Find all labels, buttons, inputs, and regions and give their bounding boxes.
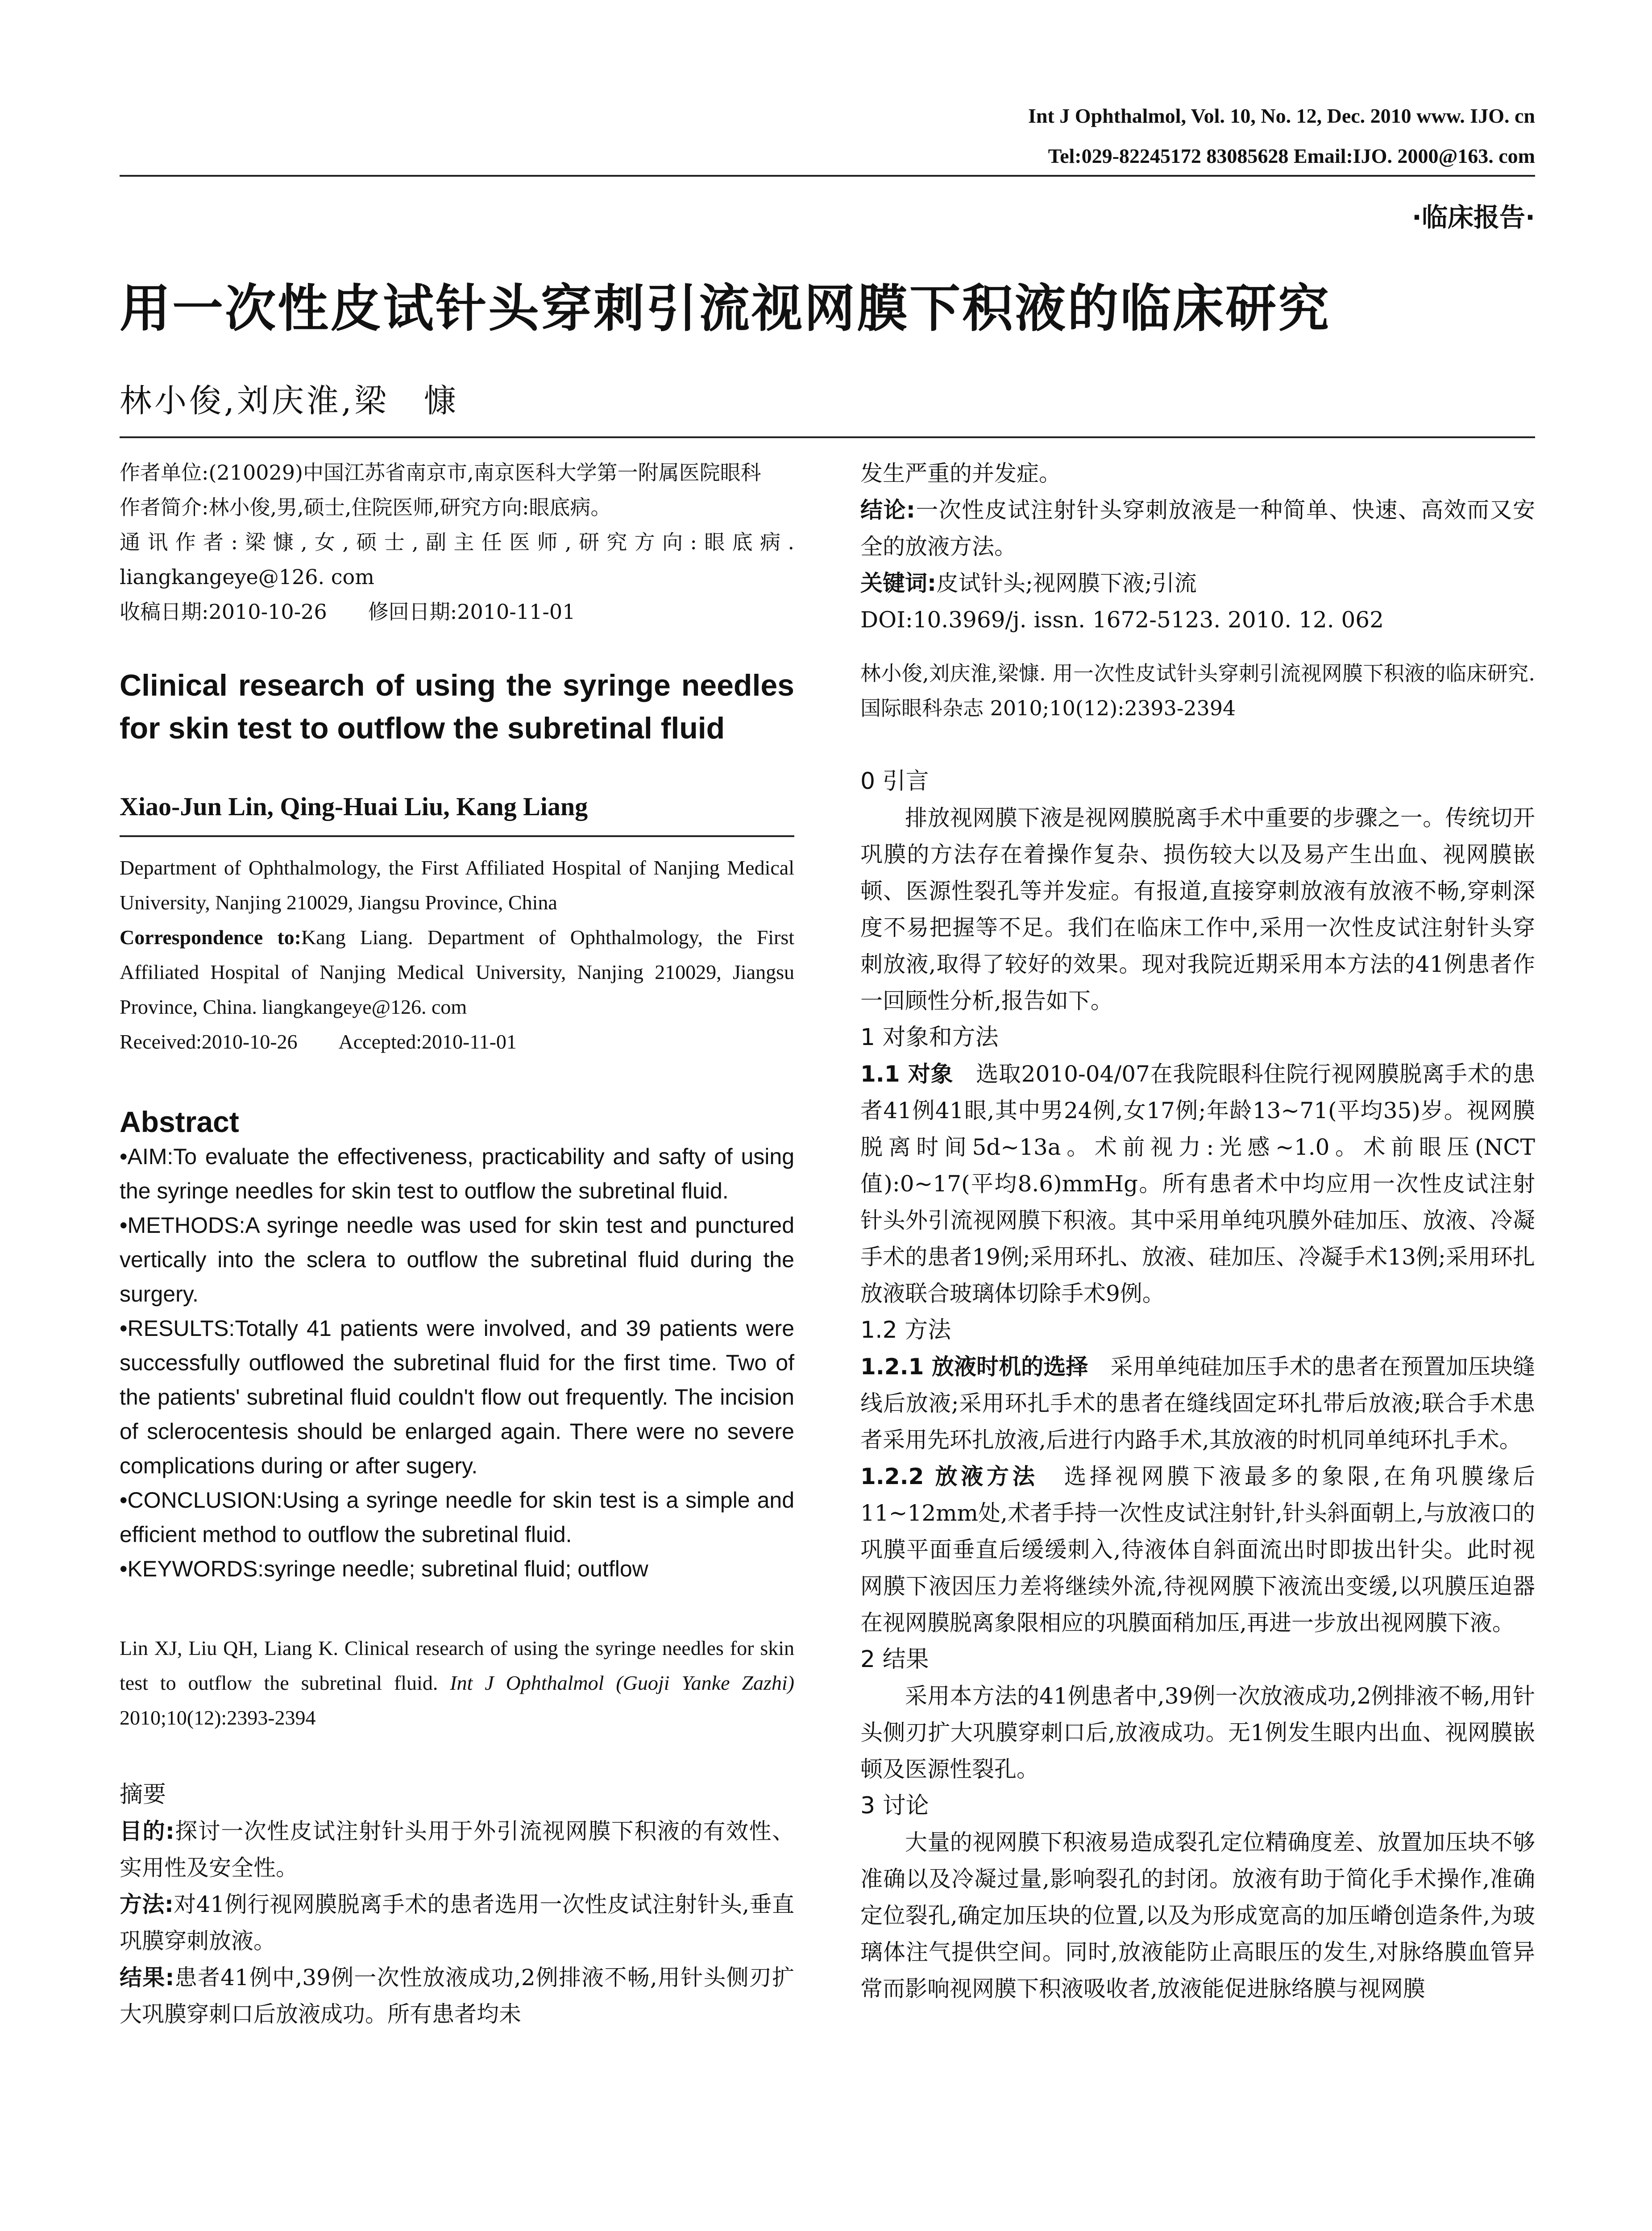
section-0-heading: 0 引言 — [860, 768, 929, 795]
summary-methods: 方法:对41例行视网膜脱离手术的患者选用一次性皮试注射针头,垂直巩膜穿刺放液。 — [120, 1891, 794, 1954]
left-column — [120, 455, 794, 2032]
journal-line: Int J Ophthalmol, Vol. 10, No. 12, Dec. 2010 www. IJO. cn — [1028, 104, 1535, 127]
authors-rule — [120, 835, 794, 837]
summary-objective: 目的:探讨一次性皮试注射针头用于外引流视网膜下积液的有效性、实用性及安全性。 — [120, 1818, 795, 1881]
author-info — [120, 455, 794, 629]
section-3-heading: 3 讨论 — [860, 1792, 929, 1819]
section-0-text: 排放视网膜下液是视网膜脱离手术中重要的步骤之一。传统切开巩膜的方法存在着操作复杂、损伤较大以及易产生出血、视网膜嵌顿、医源性裂孔等并发症。有报道,直接穿刺放液有放液不畅,穿刺深度不易把握等不足。我们在临床工作中,采用一次性皮试注射针头穿刺放液,取得了较好的效果。现对我院近期采用本方法的41例患者作一回顾性分析,报告如下。 — [860, 805, 1535, 1014]
correspondence — [120, 920, 794, 1024]
header-rule — [120, 175, 1535, 177]
title-rule — [120, 436, 1535, 438]
correspondence-label: Correspondence to: — [120, 926, 301, 949]
section-1-2-1: 1.2.1 放液时机的选择 采用单纯硅加压手术的患者在预置加压块缝线后放液;采用环扎手术的患者在缝线固定环扎带后放液;联合手术患者采用先环扎放液,后进行内路手术,其放液的时机同单纯环扎手术。 — [860, 1354, 1536, 1453]
abstract-heading: Abstract — [120, 1105, 239, 1138]
corresponding-author-cn: 通讯作者:梁慷,女,硕士,副主任医师,研究方向:眼底病. liangkangeye@126. com — [120, 530, 794, 589]
section-2-text: 采用本方法的41例患者中,39例一次放液成功,2例排液不畅,用针头侧刃扩大巩膜穿刺口后,放液成功。无1例发生眼内出血、视网膜嵌顿及医源性裂孔。 — [860, 1683, 1535, 1782]
doi: DOI:10.3969/j. issn. 1672-5123. 2010. 12. 062 — [860, 607, 1384, 633]
citation-english: Lin XJ, Liu QH, Liang K. Clinical research of using the syringe needles for skin test to outflow the subretinal fluid. Int J Ophthalmol (Guoji Yanke Zazhi) 2010;10(12):2393-2394 — [120, 1637, 794, 1729]
correspondence-text: Kang Liang. Department of Ophthalmology, the First Affiliated Hospital of Nanjing Medical University, Nanjing 210029, Jiangsu Province, China. liangkangeye@126. com — [120, 926, 794, 1018]
summary-results: 结果:患者41例中,39例一次性放液成功,2例排液不畅,用针头侧刃扩大巩膜穿刺口后放液成功。所有患者均未 — [120, 1965, 794, 2027]
english-affiliation — [120, 850, 794, 1059]
summary-heading: 摘要 — [120, 1781, 166, 1808]
abstract-conclusion: •CONCLUSION:Using a syringe needle for skin test is a simple and efficient method to outflow the subretinal fluid. — [120, 1488, 794, 1547]
right-column — [860, 455, 1535, 2007]
abstract-methods: •METHODS:A syringe needle was used for skin test and punctured vertically into the sclera to outflow the subretinal fluid during the surgery. — [120, 1213, 794, 1306]
section-2-heading: 2 结果 — [860, 1646, 929, 1673]
english-title: Clinical research of using the syringe needles for skin test to outflow the subretinal fluid — [120, 668, 794, 745]
section-3-text: 大量的视网膜下积液易造成裂孔定位精确度差、放置加压块不够准确以及冷凝过量,影响裂孔的封闭。放液有助于简化手术操作,准确定位裂孔,确定加压块的位置,以及为形成宽高的加压嵴创造条件,为玻璃体注气提供空间。同时,放液能防止高眼压的发生,对脉络膜血管异常而影响视网膜下积液吸收者,放液能促进脉络膜与视网膜 — [860, 1829, 1535, 2002]
summary-conclusion: 结论:一次性皮试注射针头穿刺放液是一种简单、快速、高效而又安全的放液方法。 — [860, 497, 1536, 560]
citation-chinese: 林小俊,刘庆淮,梁慷. 用一次性皮试针头穿刺引流视网膜下积液的临床研究. 国际眼科杂志 2010;10(12):2393-2394 — [860, 661, 1535, 720]
affiliation-text: Department of Ophthalmology, the First Affiliated Hospital of Nanjing Medical University, Nanjing 210029, Jiangsu Province, China — [120, 856, 794, 914]
article-authors: 林小俊,刘庆淮,梁 慷 — [120, 382, 459, 419]
contact-line: Tel:029-82245172 83085628 Email:IJO. 2000@163. com — [1048, 145, 1535, 167]
abstract-keywords: •KEYWORDS:syringe needle; subretinal fluid; outflow — [120, 1556, 648, 1581]
section-1-2-heading: 1.2 方法 — [860, 1317, 951, 1344]
abstract-aim: •AIM:To evaluate the effectiveness, practicability and safty of using the syringe needles for skin test to outflow the subretinal fluid. — [120, 1144, 794, 1203]
author-affiliation-cn: 作者单位:(210029)中国江苏省南京市,南京医科大学第一附属医院眼科 — [120, 460, 761, 485]
column-label: ·临床报告· — [1411, 202, 1535, 232]
section-1-2-2: 1.2.2 放液方法 选择视网膜下液最多的象限,在角巩膜缘后11~12mm处,术者手持一次性皮试注射针,针头斜面朝上,与放液口的巩膜平面垂直后缓缓刺入,待液体自斜面流出时即拔出针尖。此时视网膜下液因压力差将继续外流,待视网膜下液流出变缓,以巩膜压迫器在视网膜脱离象限相应的巩膜面稍加压,再进一步放出视网膜下液。 — [860, 1464, 1535, 1636]
dates-cn: 收稿日期:2010-10-26 修回日期:2010-11-01 — [120, 600, 576, 624]
section-1-1: 1.1 对象 选取2010-04/07在我院眼科住院行视网膜脱离手术的患者41例41眼,其中男24例,女17例;年龄13~71(平均35)岁。视网膜脱离时间5d~13a。术前视力:光感~1.0。术前眼压(NCT值):0~17(平均8.6)mmHg。所有患者术中均应用一次性皮试注射针头外引流视网膜下积液。其中采用单纯巩膜外硅加压、放液、冷凝手术的患者19例;采用环扎、放液、硅加压、冷凝手术13例;采用环扎放液联合玻璃体切除手术9例。 — [860, 1061, 1536, 1306]
summary-continued: 发生严重的并发症。 结论:一次性皮试注射针头穿刺放液是一种简单、快速、高效而又安全的放液方法。 关键词:皮试针头;视网膜下液;引流 DOI:10.3969/j. issn. 1672-5123. 2010. 12. 062 — [860, 455, 1535, 638]
abstract-body — [120, 1140, 794, 1586]
english-authors: Xiao-Jun Lin, Qing-Huai Liu, Kang Liang — [120, 792, 588, 821]
article-title: 用一次性皮试针头穿刺引流视网膜下积液的临床研究 — [120, 279, 1331, 338]
author-profile-cn: 作者简介:林小俊,男,硕士,住院医师,研究方向:眼底病。 — [120, 495, 611, 519]
summary-keywords: 关键词:皮试针头;视网膜下液;引流 — [860, 570, 1197, 596]
summary-body — [120, 1813, 794, 2032]
section-1-heading: 1 对象和方法 — [860, 1024, 999, 1051]
received-accepted: Received:2010-10-26 Accepted:2010-11-01 — [120, 1030, 517, 1053]
abstract-results: •RESULTS:Totally 41 patients were involved, and 39 patients were successfully outflowed the subretinal fluid for the first time. Two of the patients' subretinal fluid couldn't flow out frequently. The incision of sclerocentesis should be enlarged again. There were no severe complications during or after sugery. — [120, 1316, 794, 1478]
citation-journal: Int J Ophthalmol (Guoji Yanke Zazhi) — [450, 1671, 794, 1694]
